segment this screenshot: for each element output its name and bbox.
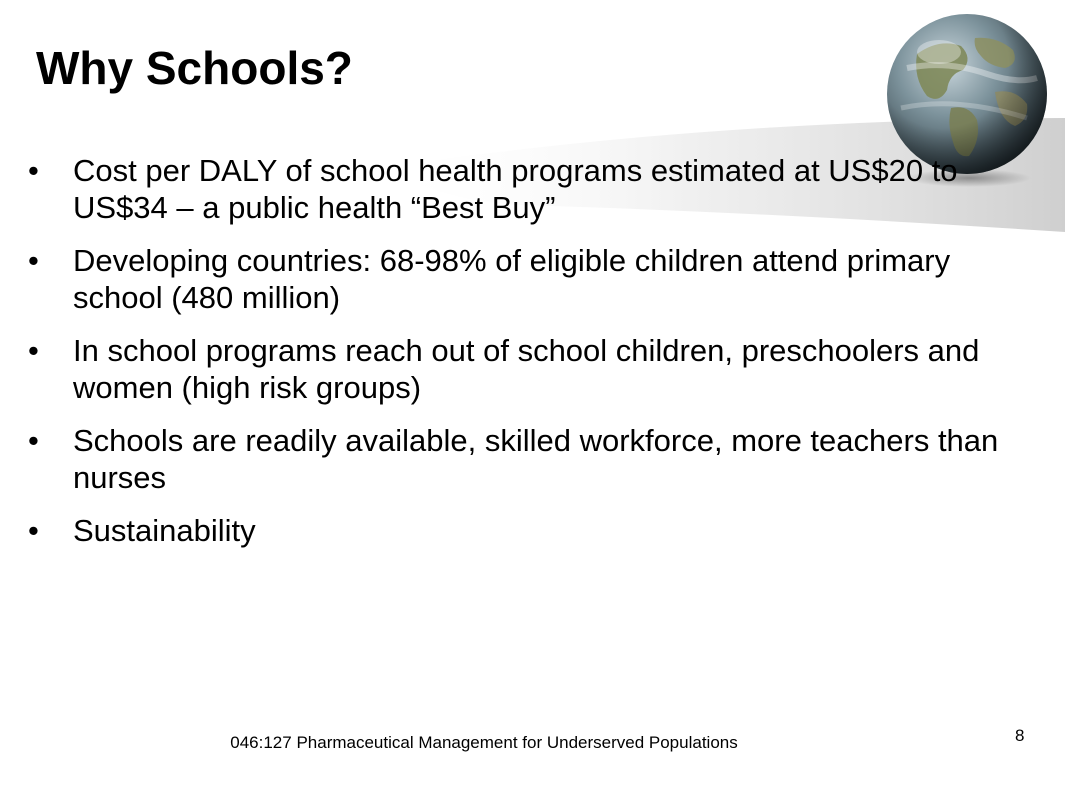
bullet-item — [28, 242, 1038, 316]
bullet-marker: • — [28, 333, 39, 368]
slide-title: Why Schools? — [36, 42, 353, 94]
bullet-item — [28, 332, 1038, 406]
bullet-text: Schools are readily available, skilled workforce, more teachers than nurses — [73, 423, 999, 495]
bullet-marker: • — [28, 513, 39, 548]
page-number: 8 — [1015, 726, 1025, 745]
bullet-text: In school programs reach out of school children, preschoolers and women (high risk groups) — [73, 333, 980, 405]
bullet-list — [28, 152, 1038, 565]
bullet-text: Cost per DALY of school health programs estimated at US$20 to US$34 – a public health “Best Buy” — [73, 153, 958, 225]
bullet-item — [28, 422, 1038, 496]
bullet-text: Sustainability — [73, 513, 256, 548]
bullet-marker: • — [28, 423, 39, 458]
bullet-item — [28, 512, 1038, 549]
bullet-item — [28, 152, 1038, 226]
bullet-text: Developing countries: 68-98% of eligible children attend primary school (480 million) — [73, 243, 951, 315]
bullet-marker: • — [28, 153, 39, 188]
bullet-marker: • — [28, 243, 39, 278]
slide-footer: 046:127 Pharmaceutical Management for Underserved Populations — [230, 733, 738, 752]
